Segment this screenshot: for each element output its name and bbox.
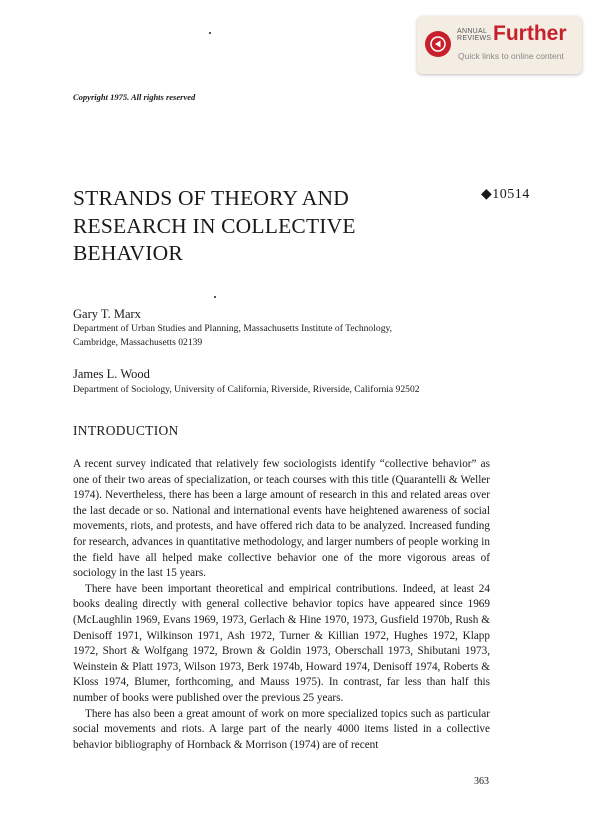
author-name: James L. Wood [73,367,150,381]
badge-brand: Further [493,22,567,45]
affiliation-line: Department of Urban Studies and Planning, Massachusetts Institute of Technology, [73,323,393,334]
body-text [73,457,490,753]
copyright-notice: Copyright 1975. All rights reserved [73,92,196,102]
badge-line1: ANNUAL [457,28,488,35]
author-name: Gary T. Marx [73,307,141,321]
title-line: BEHAVIOR [73,241,183,265]
title-line: STRANDS OF THEORY AND [73,186,349,210]
title-line: RESEARCH IN COLLECTIVE [73,213,356,238]
paragraph: There has also been a great amount of work on more specialized topics such as particular social movements and riots. A large part of the nearly 4000 items listed in a collective behavior bibliography of Hornback & Morrison (1974) are of recent [73,707,490,751]
article-code: ◆10514 [481,187,530,202]
article-title [73,185,356,268]
play-arrow-icon [425,31,451,57]
badge-publisher [457,28,491,42]
badge-subtitle: Quick links to online content [458,51,564,61]
annual-reviews-further-badge[interactable] [417,16,582,74]
author-affiliation [73,322,392,349]
affiliation-line: Cambridge, Massachusetts 02139 [73,336,203,348]
author-affiliation [73,383,420,397]
speck [209,32,211,34]
paragraph: There have been important theoretical and empirical contributions. Indeed, at least 24 books dealing directly with general collective behavior topics have appeared since 1969 (McLaughlin 1969, Evans 1969, 1973, Gerlach & Hine 1970, 1973, Gusfield 1970b, Rush & Denisoff 1971, Wilkinson 1971, Ash 1972, Turner & Killian 1972, Hughes 1972, Klapp 1972, Short & Wolfgang 1972, Brown & Goldin 1973, Oberschall 1973, Shibutani 1973, Weinstein & Platt 1973, Wilson 1973, Berk 1974b, Howard 1974, Denisoff 1974, Roberts & Kloss 1974, Blumer, forthcoming, and Mauss 1975). In contrast, far less than half this number of books were published over the previous 25 years. [73,582,490,704]
badge-line2: REVIEWS [457,35,492,42]
section-heading: INTRODUCTION [73,423,179,438]
paragraph: A recent survey indicated that relatively few sociologists identify “collective behavior” as one of their two areas of specialization, or teach courses with this title (Quarantelli & Weller 1974). Nevertheless, there has been a large amount of research in this and related areas over the last decade or so. National and international events have heightened awareness of social movements, riots, and protests, and have offered rich data to be analyzed. Increased funding for research, advances in quantitative methodology, and larger numbers of people working in the field have all helped make collective behavior one of the more vigorous areas of sociology in the last 15 years. [73,458,490,580]
affiliation-line: Department of Sociology, University of California, Riverside, Riverside, California 92502 [73,384,420,395]
page-number: 363 [474,776,489,787]
speck [214,296,216,298]
